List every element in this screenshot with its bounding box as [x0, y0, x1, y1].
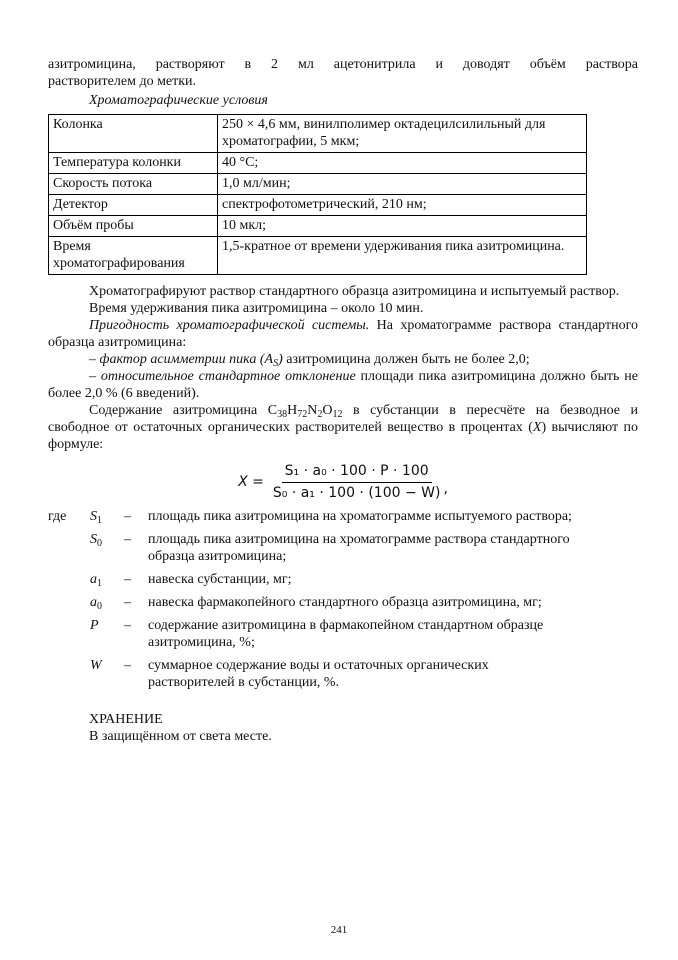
suitability-title: Пригодность хроматографической системы. — [89, 318, 370, 333]
where-spacer — [48, 617, 90, 651]
definition-symbol — [90, 594, 124, 611]
condition-value: 10 мкл; — [218, 216, 587, 237]
criterion-rsd — [48, 368, 638, 402]
condition-value: 1,0 мл/мин; — [218, 174, 587, 195]
symbol-subscript: 0 — [97, 538, 102, 549]
calculation-formula — [48, 463, 638, 502]
condition-parameter: Детектор — [49, 195, 218, 216]
paragraph-content — [48, 402, 638, 453]
content-x: X — [532, 420, 542, 435]
definition-dash: – — [124, 572, 131, 587]
formula-numerator: S₁ · a₀ · 100 · P · 100 — [282, 463, 432, 483]
asymmetry-symbol: A — [264, 352, 274, 367]
symbol-letter: S — [90, 532, 97, 547]
where-spacer — [48, 594, 90, 611]
definition-text: суммарное содержание воды и остаточных органических растворителей в субстанции, %. — [148, 658, 489, 690]
definition-symbol — [90, 508, 124, 525]
rsd-label: – относительное стандартное отклонение — [89, 369, 356, 384]
symbol-subscript: 0 — [97, 601, 102, 612]
symbol-letter: P — [90, 618, 99, 633]
symbol-subscript: 1 — [97, 515, 102, 526]
condition-parameter: Время хроматографирования — [49, 237, 218, 275]
content-post: в субстанции в пересчёте на безводное и свободное от остаточных органических растворителей вещество в процентах ( — [48, 403, 638, 435]
storage-heading: ХРАНЕНИЕ — [89, 712, 163, 727]
suitability-text: На хроматограмме раствора стандартного образца азитромицина: — [48, 318, 638, 350]
definition-text: навеска фармакопейного стандартного образца азитромицина, мг; — [148, 595, 542, 610]
page-number: 241 — [330, 924, 348, 936]
formula-c-count: 38 — [277, 409, 288, 420]
definition-symbol — [90, 531, 124, 565]
asymmetry-text: азитромицина должен быть не более 2,0; — [282, 352, 530, 367]
condition-value: спектрофотометрический, 210 нм; — [218, 195, 587, 216]
symbol-letter: W — [90, 658, 102, 673]
definition-symbol — [90, 657, 124, 691]
condition-value: 40 °С; — [218, 153, 587, 174]
condition-parameter: Колонка — [49, 115, 218, 153]
formula-o: O — [322, 403, 333, 418]
intro-line-1: азитромицина, растворяют в 2 мл ацетонитрила и доводят объём раствора — [48, 57, 638, 72]
condition-value: 1,5-кратное от времени удерживания пика азитромицина. — [218, 237, 587, 275]
table-row — [49, 115, 587, 153]
definition-text: навеска субстанции, мг; — [148, 572, 292, 587]
symbol-subscript: 1 — [97, 578, 102, 589]
table-caption: Хроматографические условия — [89, 93, 268, 108]
condition-parameter: Температура колонки — [49, 153, 218, 174]
definition-dash: – — [124, 658, 131, 673]
intro-line-2: растворителем до метки. — [48, 74, 197, 89]
where-label: где — [48, 509, 67, 524]
table-row — [49, 153, 587, 174]
symbol-letter: S — [90, 509, 97, 524]
condition-parameter: Объём пробы — [49, 216, 218, 237]
criterion-asymmetry — [48, 351, 638, 368]
table-row — [49, 237, 587, 275]
formula-h: H — [287, 403, 298, 418]
content-end: ) вычисляют по формуле: — [48, 420, 638, 452]
definition-dash: – — [124, 595, 131, 610]
symbol-letter: a — [90, 572, 97, 587]
definition-text: площадь пика азитромицина на хроматограмме испытуемого раствора; — [148, 509, 572, 524]
symbol-letter: a — [90, 595, 97, 610]
definition-dash: – — [124, 532, 131, 547]
formula-fraction — [270, 463, 444, 502]
content-pre: Содержание азитромицина C — [89, 403, 278, 418]
condition-value: 250 × 4,6 мм, винилполимер октадецилсилильный для хроматографии, 5 мкм; — [218, 115, 587, 153]
formula-o-count: 12 — [332, 409, 343, 420]
formula-comma: , — [443, 481, 448, 497]
definition-symbol — [90, 617, 124, 651]
formula-n: N — [307, 403, 318, 418]
asymmetry-close: ) — [278, 352, 283, 367]
condition-parameter: Скорость потока — [49, 174, 218, 195]
where-spacer — [48, 531, 90, 565]
where-spacer — [48, 657, 90, 691]
formula-n-count: 2 — [317, 409, 323, 420]
paragraph-retention: Время удерживания пика азитромицина – около 10 мин. — [89, 301, 424, 316]
rsd-text: площади пика азитромицина должно быть не более 2,0 % (6 введений). — [48, 369, 638, 401]
paragraph-chromatograph: Хроматографируют раствор стандартного образца азитромицина и испытуемый раствор. — [89, 284, 620, 299]
definition-text: площадь пика азитромицина на хроматограмме раствора стандартного образца азитромицина; — [148, 532, 570, 564]
definition-symbol — [90, 571, 124, 588]
document-page — [48, 56, 638, 745]
asymmetry-label: – фактор асимметрии пика ( — [89, 352, 265, 367]
definition-dash: – — [124, 618, 131, 633]
definition-text: содержание азитромицина в фармакопейном стандартном образце азитромицина, %; — [148, 618, 544, 650]
paragraph-suitability — [48, 317, 638, 351]
table-row — [49, 174, 587, 195]
formula-h-count: 72 — [297, 409, 308, 420]
where-spacer — [48, 571, 90, 588]
storage-text: В защищённом от света месте. — [89, 729, 272, 744]
asymmetry-subscript: S — [273, 358, 279, 369]
storage-section — [48, 711, 638, 745]
formula-lhs: X = — [238, 474, 264, 490]
table-row — [49, 216, 587, 237]
formula-denominator: S₀ · a₁ · 100 · (100 − W) — [272, 485, 441, 501]
definition-dash: – — [124, 509, 131, 524]
table-row — [49, 195, 587, 216]
variable-definitions — [48, 508, 638, 691]
conditions-table — [48, 114, 587, 275]
